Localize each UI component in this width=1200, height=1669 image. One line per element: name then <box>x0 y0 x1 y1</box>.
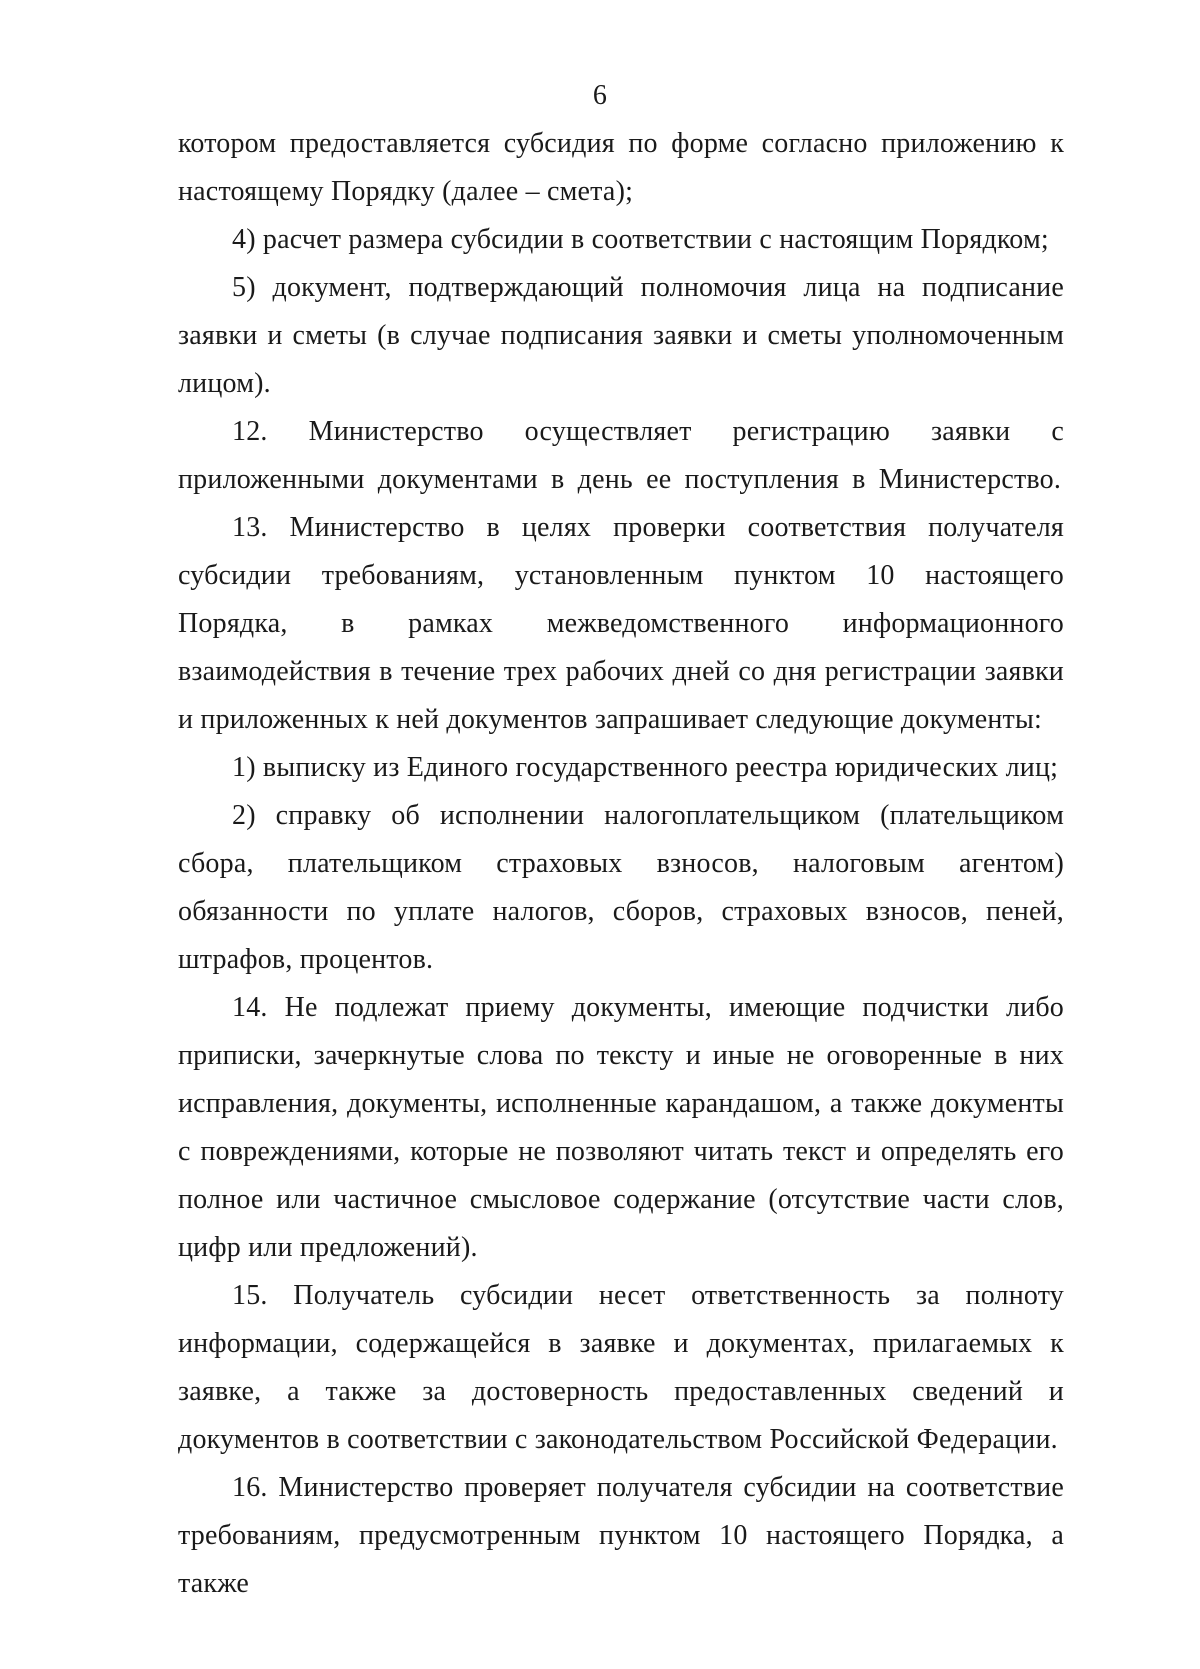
paragraph-clause-16: 16. Министерство проверяет получателя субсидии на соответствие требованиям, предусмотренным пунктом 10 настоящего Порядка, а также <box>178 1472 1064 1599</box>
paragraph-item-5: 5) документ, подтверждающий полномочия лица на подписание заявки и сметы (в случае подписания заявки и сметы уполномоченным лицом). <box>178 272 1064 399</box>
paragraph-estimate-continuation: котором предоставляется субсидия по форме согласно приложению к настоящему Порядку (далее – смета); <box>178 128 1064 207</box>
paragraph-request-item-1: 1) выписку из Единого государственного реестра юридических лиц; <box>232 752 1059 783</box>
paragraph-request-item-2: 2) справку об исполнении налогоплательщиком (плательщиком сбора, плательщиком страховых взносов, налоговым агентом) обязанности по уплате налогов, сборов, страховых взносов, пеней, штрафов, процентов. <box>178 800 1064 975</box>
paragraph-item-4: 4) расчет размера субсидии в соответствии с настоящим Порядком; <box>232 224 1049 255</box>
paragraph-clause-15: 15. Получатель субсидии несет ответственность за полноту информации, содержащейся в заявке и документах, прилагаемых к заявке, а также за достоверность предоставленных сведений и документов в соответствии с законодательством Российской Федерации. <box>178 1280 1064 1455</box>
paragraph-clause-12: 12. Министерство осуществляет регистрацию заявки с приложенными документами в день ее поступления в Министерство. <box>178 416 1064 495</box>
document-body <box>178 120 1064 1608</box>
paragraph-clause-14: 14. Не подлежат приему документы, имеющие подчистки либо приписки, зачеркнутые слова по тексту и иные не оговоренные в них исправления, документы, исполненные карандашом, а также документы с повреждениями, которые не позволяют читать текст и определять его полное или частичное смысловое содержание (отсутствие части слов, цифр или предложений). <box>178 992 1064 1263</box>
page-number: 6 <box>592 80 608 111</box>
paragraph-clause-13: 13. Министерство в целях проверки соответствия получателя субсидии требованиям, установленным пунктом 10 настоящего Порядка, в рамках межведомственного информационного взаимодействия в течение трех рабочих дней со дня регистрации заявки и приложенных к ней документов запрашивает следующие документы: <box>178 512 1064 735</box>
